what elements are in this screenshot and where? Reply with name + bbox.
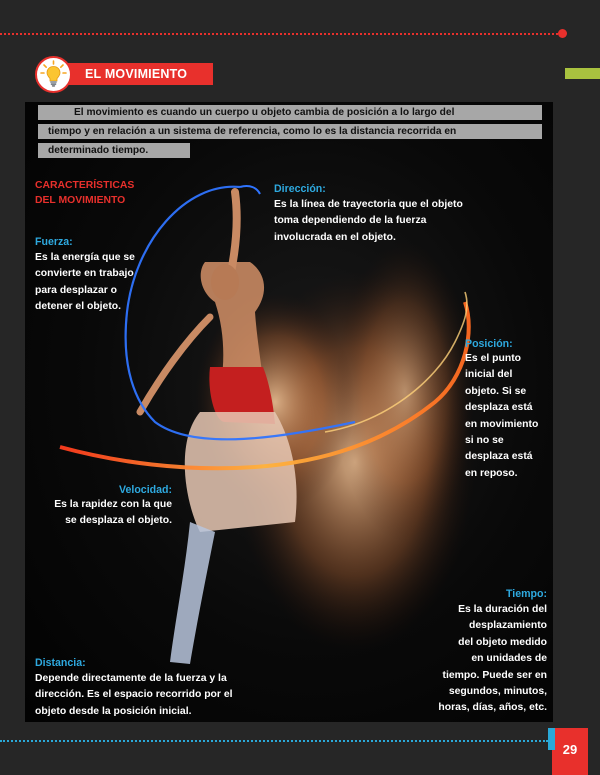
lightbulb-icon [37, 58, 70, 91]
top-dotted-rule [0, 33, 562, 35]
lightbulb-badge [35, 56, 72, 93]
velocidad-title: Velocidad: [119, 484, 172, 496]
characteristics-heading-1: CARACTERÍSTICAS [35, 180, 135, 191]
posicion-title: Posición: [465, 338, 513, 350]
page-number: 29 [562, 742, 578, 757]
intro-line-2: tiempo y en relación a un sistema de referencia, como lo es la distancia recorrida en [38, 124, 542, 139]
velocidad-text: Es la rapidez con la que se desplaza el objeto. [54, 499, 172, 527]
page-title: EL MOVIMIENTO [85, 67, 188, 81]
fuerza-text: Es la energía que se convierte en trabajo para desplazar o detener el objeto. [35, 252, 135, 313]
bottom-dotted-rule [0, 740, 548, 742]
intro-line-3: determinado tiempo. [38, 143, 190, 158]
fuerza-title: Fuerza: [35, 236, 73, 248]
tiempo-text: Es la duración del desplazamiento del objeto medido en unidades de tiempo. Puede ser en segundos, minutos, horas, días, años, etc. [438, 604, 547, 714]
green-accent-bar [565, 68, 600, 79]
posicion-text: Es el punto inicial del objeto. Si se desplaza está en movimiento si no se desplaza está en reposo. [465, 353, 539, 479]
distancia-title: Distancia: [35, 657, 86, 669]
intro-line-1: El movimiento es cuando un cuerpo u objeto cambia de posición a lo largo del [38, 105, 542, 120]
top-rule-endpoint [558, 29, 567, 38]
direccion-text: Es la línea de trayectoria que el objeto toma dependiendo de la fuerza involucrada en el objeto. [274, 199, 463, 243]
direccion-title: Dirección: [274, 183, 326, 195]
characteristics-heading-2: DEL MOVIMIENTO [35, 195, 126, 206]
distancia-text: Depende directamente de la fuerza y la dirección. Es el espacio recorrido por el objeto desde la posición inicial. [35, 673, 233, 717]
tiempo-title: Tiempo: [505, 588, 547, 600]
